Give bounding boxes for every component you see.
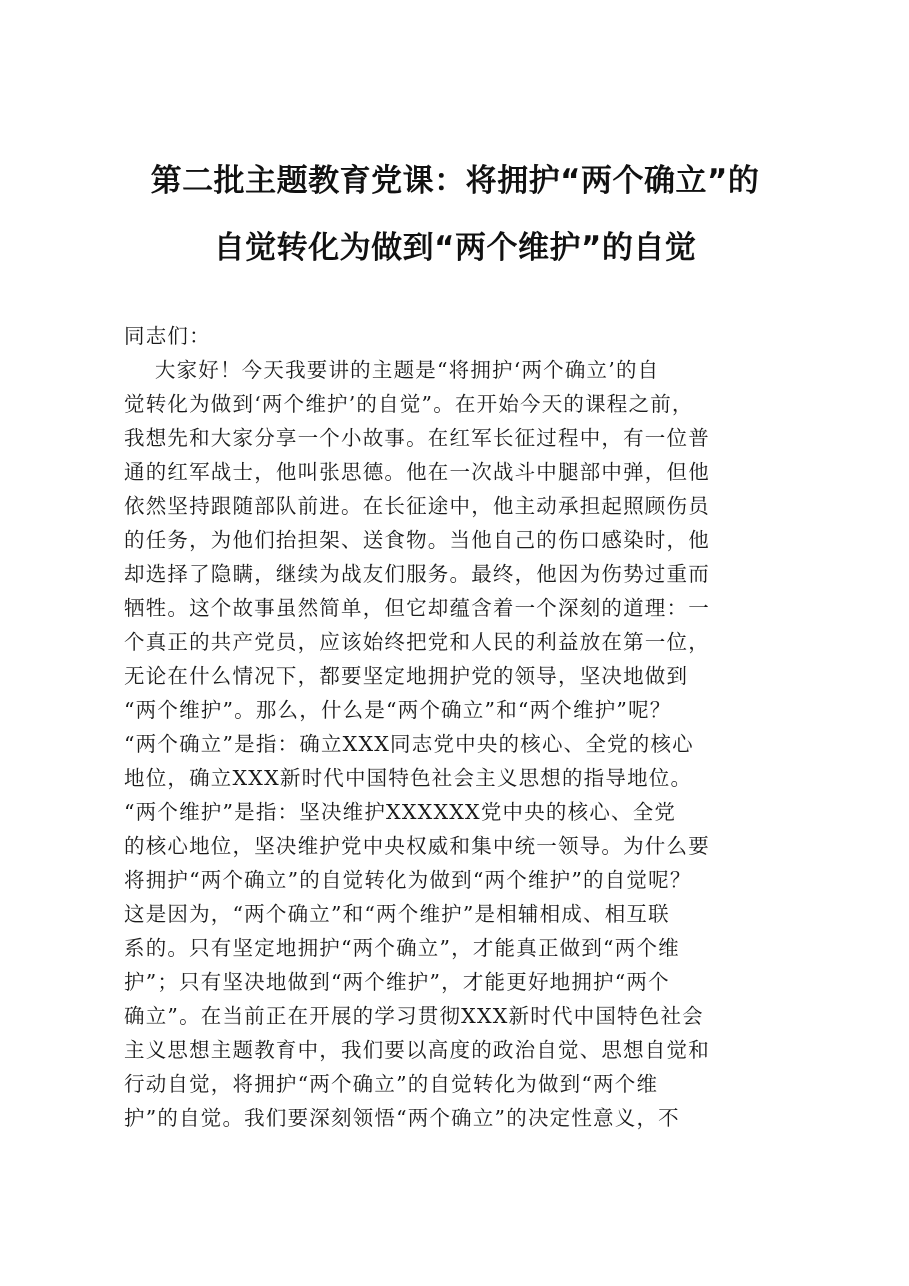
body-line: 行动自觉，将拥护“两个确立”的自觉转化为做到“两个维	[124, 1072, 659, 1096]
body-line: 的核心地位，坚决维护党中央权威和集中统一领导。为什么要	[124, 834, 710, 858]
body-line: 这是因为，“两个确立”和“两个维护”是相辅相成、相互联	[124, 902, 670, 926]
body-line: 依然坚持跟随部队前进。在长征途中，他主动承担起照顾伤员	[124, 494, 710, 518]
body-line: “两个维护”是指：坚决维护XXXXXX党中央的核心、全党	[124, 800, 677, 824]
body-line: “两个确立”是指：确立XXX同志党中央的核心、全党的核心	[124, 732, 694, 756]
body-line: 确立”。在当前正在开展的学习贯彻XXX新时代中国特色社会	[124, 1004, 704, 1028]
body-line: 将拥护“两个确立”的自觉转化为做到“两个维护”的自觉呢？	[124, 868, 692, 892]
body-line: 却选择了隐瞒，继续为战友们服务。最终，他因为伤势过重而	[124, 562, 710, 586]
salutation: 同志们：	[124, 324, 211, 348]
body-line: 主义思想主题教育中，我们要以高度的政治自觉、思想自觉和	[124, 1038, 710, 1062]
body-line: 无论在什么情况下，都要坚定地拥护党的领导，坚决地做到	[124, 664, 689, 688]
body-line: 觉转化为做到‘两个维护’的自觉”。在开始今天的课程之前，	[124, 392, 694, 416]
body-line: 系的。只有坚定地拥护“两个确立”，才能真正做到“两个维	[124, 936, 680, 960]
body-line: 我想先和大家分享一个小故事。在红军长征过程中，有一位普	[124, 426, 710, 450]
body-line: “两个维护”。那么，什么是“两个确立”和“两个维护”呢？	[124, 698, 672, 722]
document-title-line-1: 第二批主题教育党课：将拥护“两个确立”的	[150, 163, 760, 199]
body-line: 地位，确立XXX新时代中国特色社会主义思想的指导地位。	[124, 766, 693, 790]
body-line: 个真正的共产党员，应该始终把党和人民的利益放在第一位，	[124, 630, 710, 654]
body-line: 的任务，为他们抬担架、送食物。当他自己的伤口感染时，他	[124, 528, 710, 552]
document-title-line-2: 自觉转化为做到“两个维护”的自觉	[213, 230, 697, 266]
body-line: 牺牲。这个故事虽然简单，但它却蕴含着一个深刻的道理：一	[124, 596, 710, 620]
body-line: 大家好！今天我要讲的主题是“将拥护‘两个确立’的自	[124, 358, 660, 382]
body-line: 通的红军战士，他叫张思德。他在一次战斗中腿部中弹，但他	[124, 460, 710, 484]
body-line: 护”的自觉。我们要深刻领悟“两个确立”的决定性意义，不	[124, 1106, 680, 1130]
body-line: 护”；只有坚决地做到“两个维护”，才能更好地拥护“两个	[124, 970, 670, 994]
